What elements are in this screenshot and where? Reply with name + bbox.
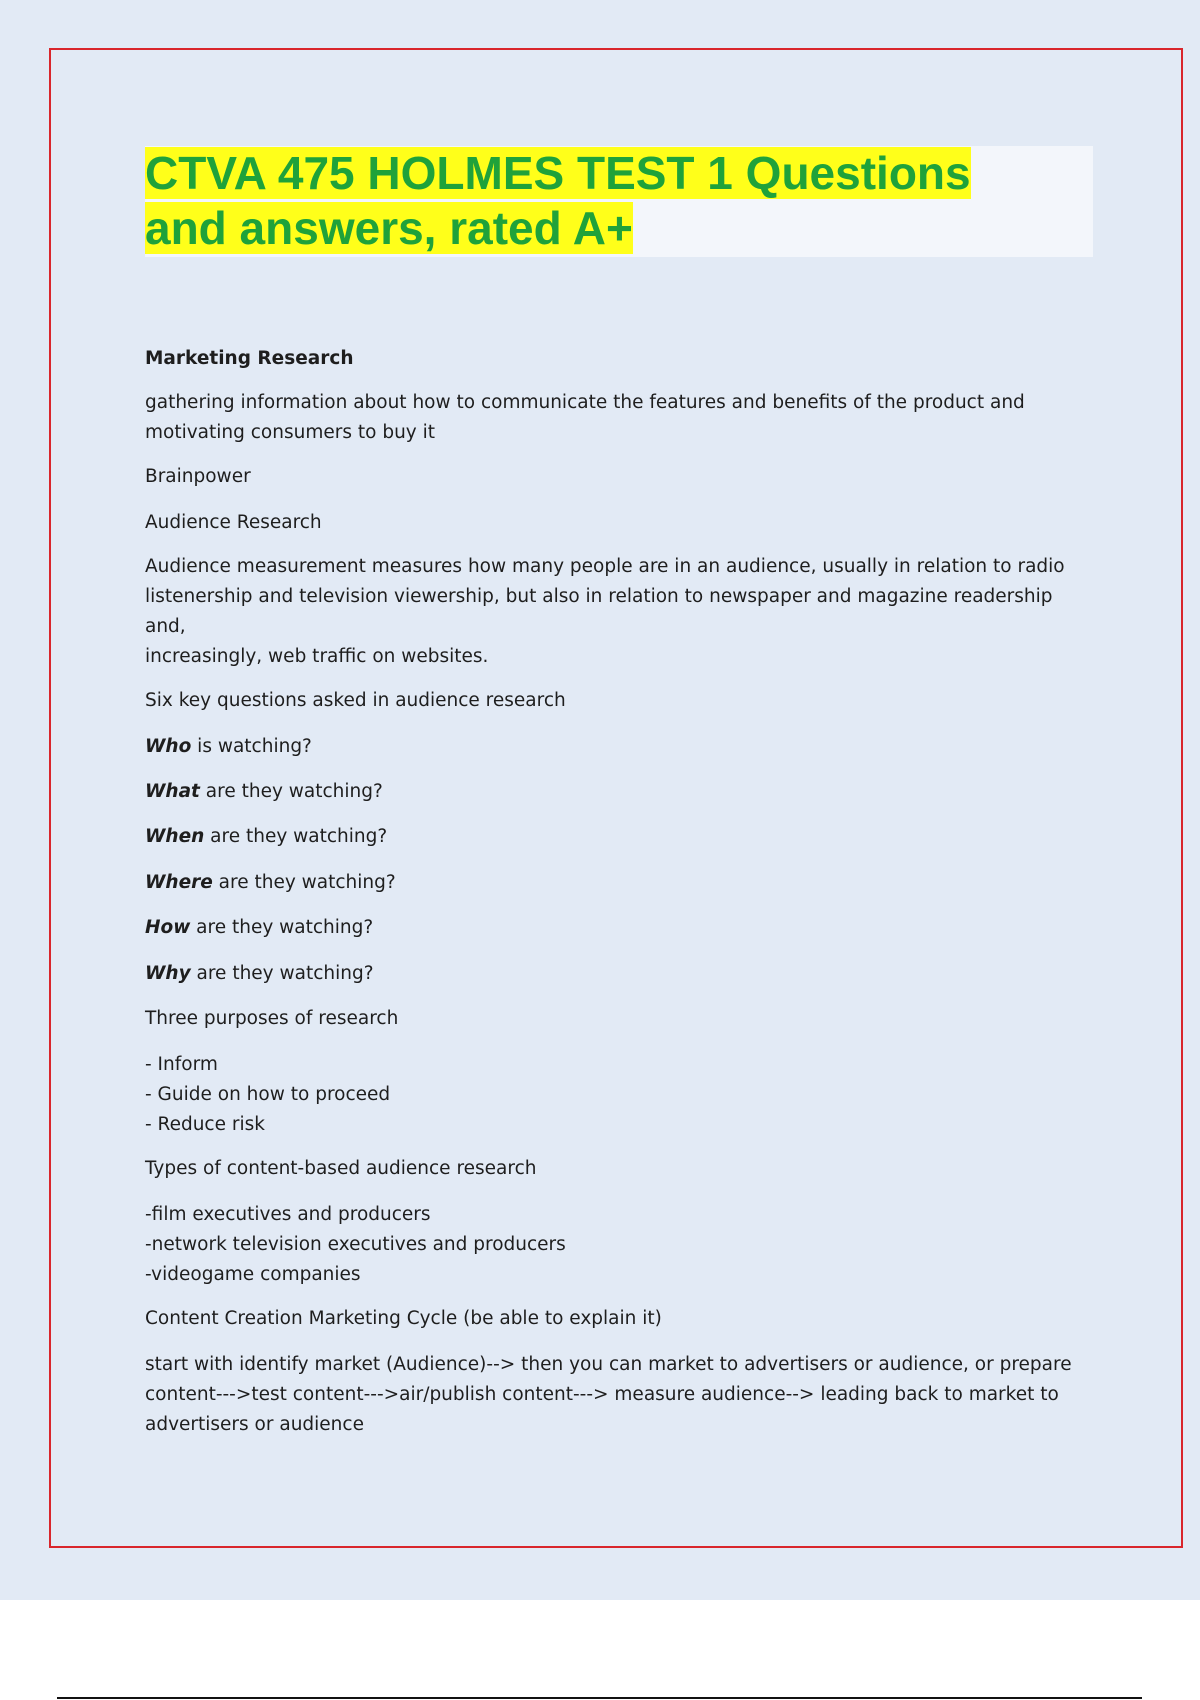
list-content-types — [145, 1200, 1085, 1290]
question-word: Where — [145, 872, 213, 893]
answer-brainpower: Brainpower — [145, 466, 251, 487]
list-purposes — [145, 1050, 1085, 1140]
footer-divider — [57, 1697, 1142, 1699]
question-what — [145, 777, 1085, 807]
definition-line: motivating consumers to buy it — [145, 422, 436, 443]
definition-marketing-research — [145, 388, 1085, 448]
question-when — [145, 822, 1085, 852]
definition-line: start with identify market (Audience)--> then you can market to advertisers or audience, or prepare — [145, 1354, 1072, 1375]
list-item: - Guide on how to proceed — [145, 1084, 391, 1105]
question-word: What — [145, 781, 200, 802]
title-block — [145, 146, 1093, 257]
definition-line: Audience measurement measures how many people are in an audience, usually in relation to radio — [145, 556, 1065, 577]
list-item: -film executives and producers — [145, 1204, 431, 1225]
list-item: - Reduce risk — [145, 1114, 265, 1135]
question-rest: are they watching? — [190, 917, 374, 938]
question-rest: are they watching? — [199, 781, 383, 802]
list-item: -videogame companies — [145, 1264, 361, 1285]
term-content-creation-cycle: Content Creation Marketing Cycle (be able to explain it) — [145, 1308, 662, 1329]
question-where — [145, 868, 1085, 898]
definition-line: gathering information about how to communicate the features and benefits of the product and — [145, 392, 1025, 413]
term-content-types: Types of content-based audience research — [145, 1158, 537, 1179]
question-word: Why — [145, 963, 191, 984]
definition-content-creation-cycle — [145, 1350, 1085, 1440]
question-rest: are they watching? — [204, 826, 388, 847]
definition-line: content--->test content--->air/publish content---> measure audience--> leading back to market to — [145, 1384, 1059, 1405]
question-how — [145, 913, 1085, 943]
question-word: Who — [145, 736, 192, 757]
document-title — [145, 146, 1093, 256]
definition-audience-research — [145, 552, 1085, 672]
list-item: - Inform — [145, 1054, 218, 1075]
document-body — [145, 344, 1085, 1440]
definition-line: listenership and television viewership, but also in relation to newspaper and magazine readership and, — [145, 586, 1053, 637]
question-who — [145, 732, 1085, 762]
term-six-key-questions: Six key questions asked in audience research — [145, 690, 566, 711]
list-item: -network television executives and producers — [145, 1234, 566, 1255]
definition-line: increasingly, web traffic on websites. — [145, 646, 489, 667]
question-word: When — [145, 826, 205, 847]
question-rest: is watching? — [191, 736, 312, 757]
question-word: How — [145, 917, 191, 938]
question-rest: are they watching? — [212, 872, 396, 893]
term-three-purposes: Three purposes of research — [145, 1008, 399, 1029]
title-line-2: and answers, rated A+ — [145, 202, 633, 254]
term-audience-research: Audience Research — [145, 512, 322, 533]
term-marketing-research: Marketing Research — [145, 348, 354, 369]
definition-line: advertisers or audience — [145, 1414, 364, 1435]
title-line-1: CTVA 475 HOLMES TEST 1 Questions — [145, 147, 971, 199]
question-rest: are they watching? — [190, 963, 374, 984]
question-why — [145, 959, 1085, 989]
